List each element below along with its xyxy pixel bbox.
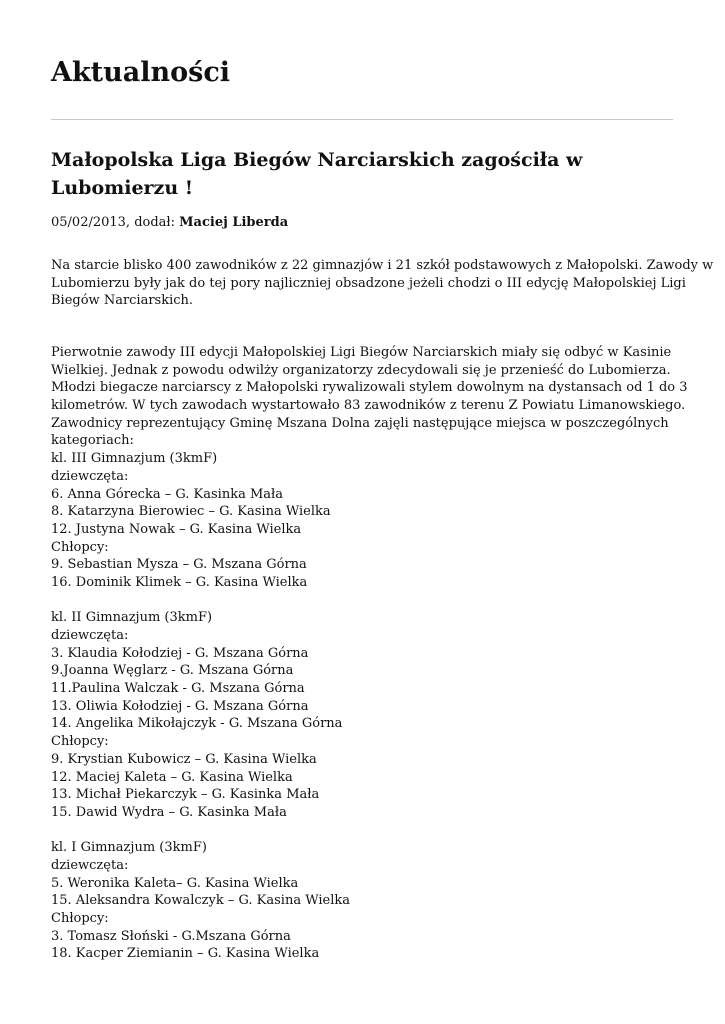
body-line: dziewczęta: [51,857,129,873]
article-intro [51,257,713,310]
body-line: 3. Klaudia Kołodziej - G. Mszana Górna [51,645,309,661]
article-meta [51,214,288,232]
body-line: 9.Joanna Węglarz - G. Mszana Górna [51,663,294,679]
body-line: Chłopcy: [51,911,109,926]
body-line: 16. Dominik Klimek – G. Kasina Wielka [51,574,308,590]
body-line: kl. III Gimnazjum (3kmF) [51,451,218,467]
body-line: 9. Sebastian Mysza – G. Mszana Górna [51,557,307,573]
body-line: 11.Paulina Walczak - G. Mszana Górna [51,681,305,697]
body-line: Wielkiej. Jednak z powodu odwilży organizatorzy zdecydowali się je przenieść do Lubomierza. [51,362,671,378]
divider [51,119,673,120]
body-line: 15. Aleksandra Kowalczyk – G. Kasina Wielka [51,893,350,909]
body-line: Młodzi biegacze narciarscy z Małopolski rywalizowali stylem dowolnym na dystansach od 1 do 3 [51,380,688,396]
body-line: kilometrów. W tych zawodach wystartowało 83 zawodników z terenu Z Powiatu Limanowskiego. [51,398,686,414]
article-title[interactable] [51,146,651,202]
body-line: 15. Dawid Wydra – G. Kasinka Mała [51,804,287,820]
body-line: Pierwotnie zawody III edycji Małopolskiej Ligi Biegów Narciarskich miały się odbyć w Kasinie [51,345,672,360]
body-line: dziewczęta: [51,468,129,484]
body-line: 8. Katarzyna Bierowiec – G. Kasina Wielka [51,504,331,520]
intro-line: Na starcie blisko 400 zawodników z 22 gimnazjów i 21 szkół podstawowych z Małopolski. Zawody w [51,258,714,273]
intro-line: Lubomierzu były jak do tej pory najliczniej obsadzone jeżeli chodzi o III edycję Małopolskiej Ligi [51,275,686,291]
body-line: 12. Maciej Kaleta – G. Kasina Wielka [51,769,293,785]
body-line [51,822,688,840]
body-line: kl. I Gimnazjum (3kmF) [51,840,207,856]
intro-line: Biegów Narciarskich. [51,293,194,309]
body-line: 6. Anna Górecka – G. Kasinka Mała [51,486,283,502]
article-body [51,344,688,963]
body-line: 13. Oliwia Kołodziej - G. Mszana Górna [51,698,309,714]
body-line: 5. Weronika Kaleta– G. Kasina Wielka [51,875,299,891]
body-line: dziewczęta: [51,628,129,643]
body-line: Chłopcy: [51,734,109,750]
body-line: 14. Angelika Mikołajczyk - G. Mszana Górna [51,716,343,732]
body-line: kategoriach: [51,433,134,449]
body-line: Zawodnicy reprezentujący Gminę Mszana Dolna zajęli następujące miejsca w poszczególnych [51,415,669,431]
section-title: Aktualności [51,57,231,88]
article-date: 05/02/2013, dodał: [51,215,176,230]
body-line: 3. Tomasz Słoński - G.Mszana Górna [51,928,291,944]
body-line: Chłopcy: [51,539,109,555]
article-title-line[interactable]: Małopolska Liga Biegów Narciarskich zagościła w [51,149,583,171]
body-line: 13. Michał Piekarczyk – G. Kasinka Mała [51,787,320,803]
body-line: 12. Justyna Nowak – G. Kasina Wielka [51,521,302,537]
article-author: Maciej Liberda [179,215,289,230]
body-line: kl. II Gimnazjum (3kmF) [51,610,213,626]
body-line: 9. Krystian Kubowicz – G. Kasina Wielka [51,751,317,767]
body-line [51,592,688,610]
body-line: 18. Kacper Ziemianin – G. Kasina Wielka [51,946,320,962]
article-title-line[interactable]: Lubomierzu ! [51,177,194,199]
